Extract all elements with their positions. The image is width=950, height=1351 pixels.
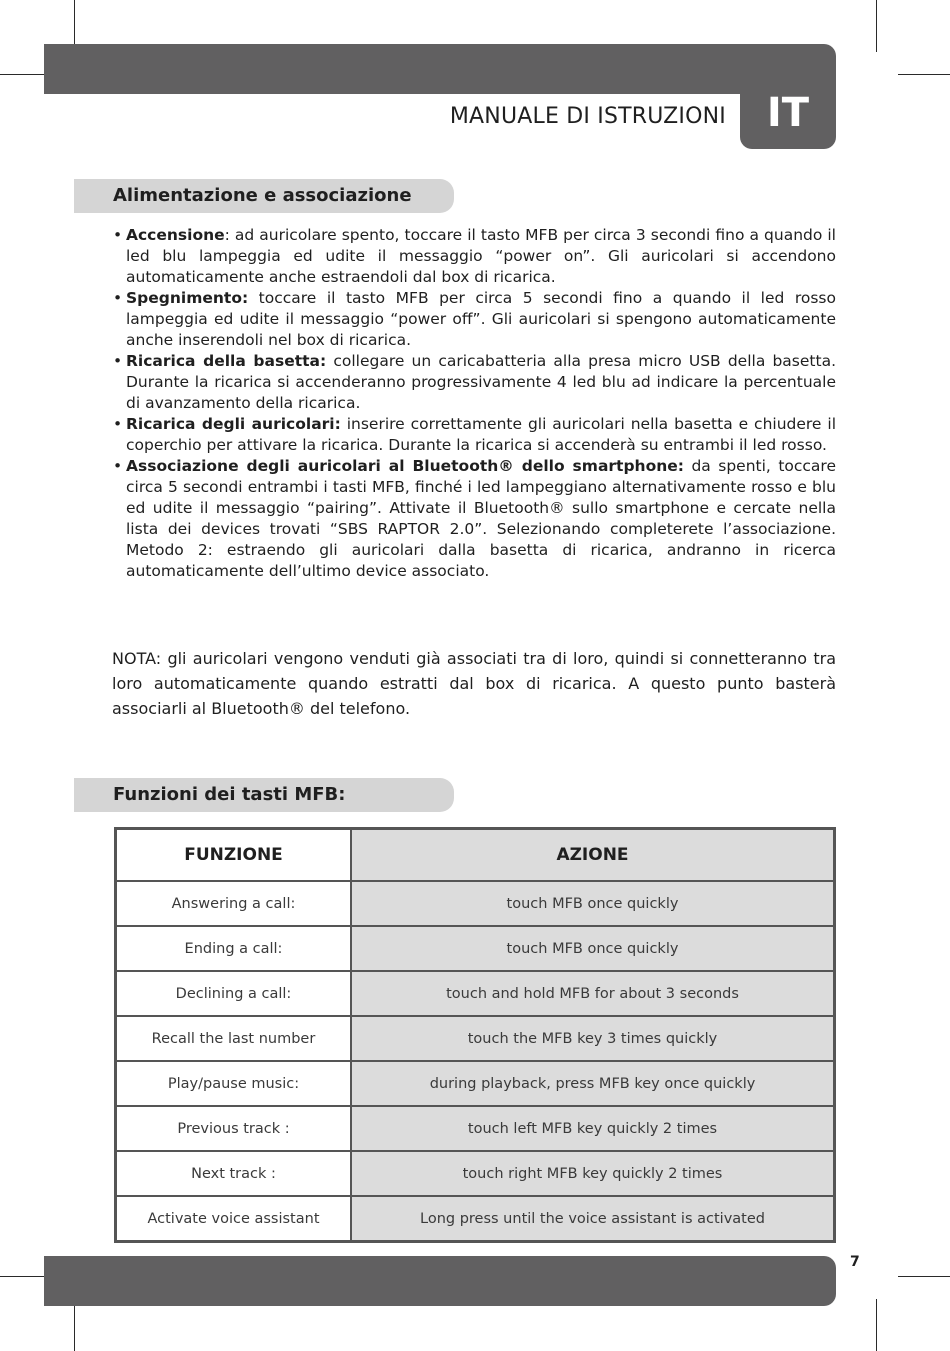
table-row <box>116 881 835 926</box>
note-paragraph <box>112 646 836 721</box>
instructions-list <box>112 225 836 582</box>
action-cell: touch right MFB key quickly 2 times <box>351 1151 835 1196</box>
section-header-mfb <box>74 778 454 812</box>
note-text: gli auricolari vengono venduti già associati tra di loro, quindi si connetteranno tra loro automaticamente quando estratti dal box di ricarica. A questo punto basterà associarli al Bluetooth® del telefono. <box>112 649 836 718</box>
footer-bar <box>44 1256 836 1306</box>
action-cell: during playback, press MFB key once quickly <box>351 1061 835 1106</box>
function-cell: Previous track : <box>116 1106 352 1151</box>
note-label: NOTA: <box>112 649 162 668</box>
crop-mark <box>876 1299 877 1351</box>
bullet-label: Associazione degli auricolari al Bluetooth® dello smartphone: <box>126 457 684 475</box>
bullet-label: Accensione <box>126 226 225 244</box>
bullet-label: Ricarica della basetta: <box>126 352 327 370</box>
column-header-function: FUNZIONE <box>116 829 352 882</box>
column-header-action: AZIONE <box>351 829 835 882</box>
table-row <box>116 1196 835 1242</box>
action-cell: touch and hold MFB for about 3 seconds <box>351 971 835 1016</box>
section-header-power <box>74 179 454 213</box>
function-cell: Next track : <box>116 1151 352 1196</box>
function-cell: Recall the last number <box>116 1016 352 1061</box>
table-row <box>116 1061 835 1106</box>
function-cell: Ending a call: <box>116 926 352 971</box>
mfb-functions-table <box>114 827 836 1243</box>
action-cell: touch MFB once quickly <box>351 881 835 926</box>
table-row <box>116 1016 835 1061</box>
section-title: Alimentazione e associazione <box>113 185 412 206</box>
list-item <box>112 225 836 288</box>
list-item <box>112 288 836 351</box>
function-cell: Answering a call: <box>116 881 352 926</box>
bullet-label: Ricarica degli auricolari: <box>126 415 341 433</box>
list-item <box>112 351 836 414</box>
table-row <box>116 1151 835 1196</box>
action-cell: touch MFB once quickly <box>351 926 835 971</box>
table-header-row <box>116 829 835 882</box>
crop-mark <box>876 0 877 52</box>
table-row <box>116 926 835 971</box>
page-number: 7 <box>850 1254 860 1270</box>
crop-mark <box>898 74 950 75</box>
bullet-text: toccare il tasto MFB per circa 5 secondi fino a quando il led rosso lampeggia ed udite il messaggio “power off”. Gli auricolari si spengono automaticamente anche inserendoli nel box di ricarica. <box>126 289 836 349</box>
crop-mark <box>74 1299 75 1351</box>
section-title: Funzioni dei tasti MFB: <box>113 784 346 805</box>
function-cell: Play/pause music: <box>116 1061 352 1106</box>
bullet-text: : ad auricolare spento, toccare il tasto MFB per circa 3 secondi fino a quando il led blu lampeggia ed udite il messaggio “power on”. Gli auricolari si accendono automaticamente anche estraendoli dal box di ricarica. <box>126 226 836 286</box>
manual-title: MANUALE DI ISTRUZIONI <box>449 104 726 129</box>
action-cell: Long press until the voice assistant is activated <box>351 1196 835 1242</box>
list-item <box>112 456 836 582</box>
list-item <box>112 414 836 456</box>
bullet-text: inserire correttamente gli auricolari nella basetta e chiudere il coperchio per attivare la ricarica. Durante la ricarica si accenderà su entrambi il led rosso. <box>126 415 836 454</box>
action-cell: touch the MFB key 3 times quickly <box>351 1016 835 1061</box>
bullet-text: collegare un caricabatteria alla presa micro USB della basetta. Durante la ricarica si accenderanno progressivamente 4 led blu ad indicare la percentuale di avanzamento della ricarica. <box>126 352 836 412</box>
bullet-text: da spenti, toccare circa 5 secondi entrambi i tasti MFB, finché i led lampeggiano alternativamente rosso e blu ed udite il messaggio “pairing”. Attivate il Bluetooth® sullo smartphone e cercate nella lista dei devices trovati “SBS RAPTOR 2.0”. Selezionando completerete l’associazione. Metodo 2: estraendo gli auricolari dalla basetta di ricarica, andranno in ricerca automaticamente dell’ultimo device associato. <box>126 457 836 580</box>
table-row <box>116 971 835 1016</box>
function-cell: Activate voice assistant <box>116 1196 352 1242</box>
header-bar <box>44 44 836 94</box>
bullet-label: Spegnimento: <box>126 289 249 307</box>
action-cell: touch left MFB key quickly 2 times <box>351 1106 835 1151</box>
crop-mark <box>898 1276 950 1277</box>
function-cell: Declining a call: <box>116 971 352 1016</box>
table-row <box>116 1106 835 1151</box>
language-tab: IT <box>740 80 836 149</box>
